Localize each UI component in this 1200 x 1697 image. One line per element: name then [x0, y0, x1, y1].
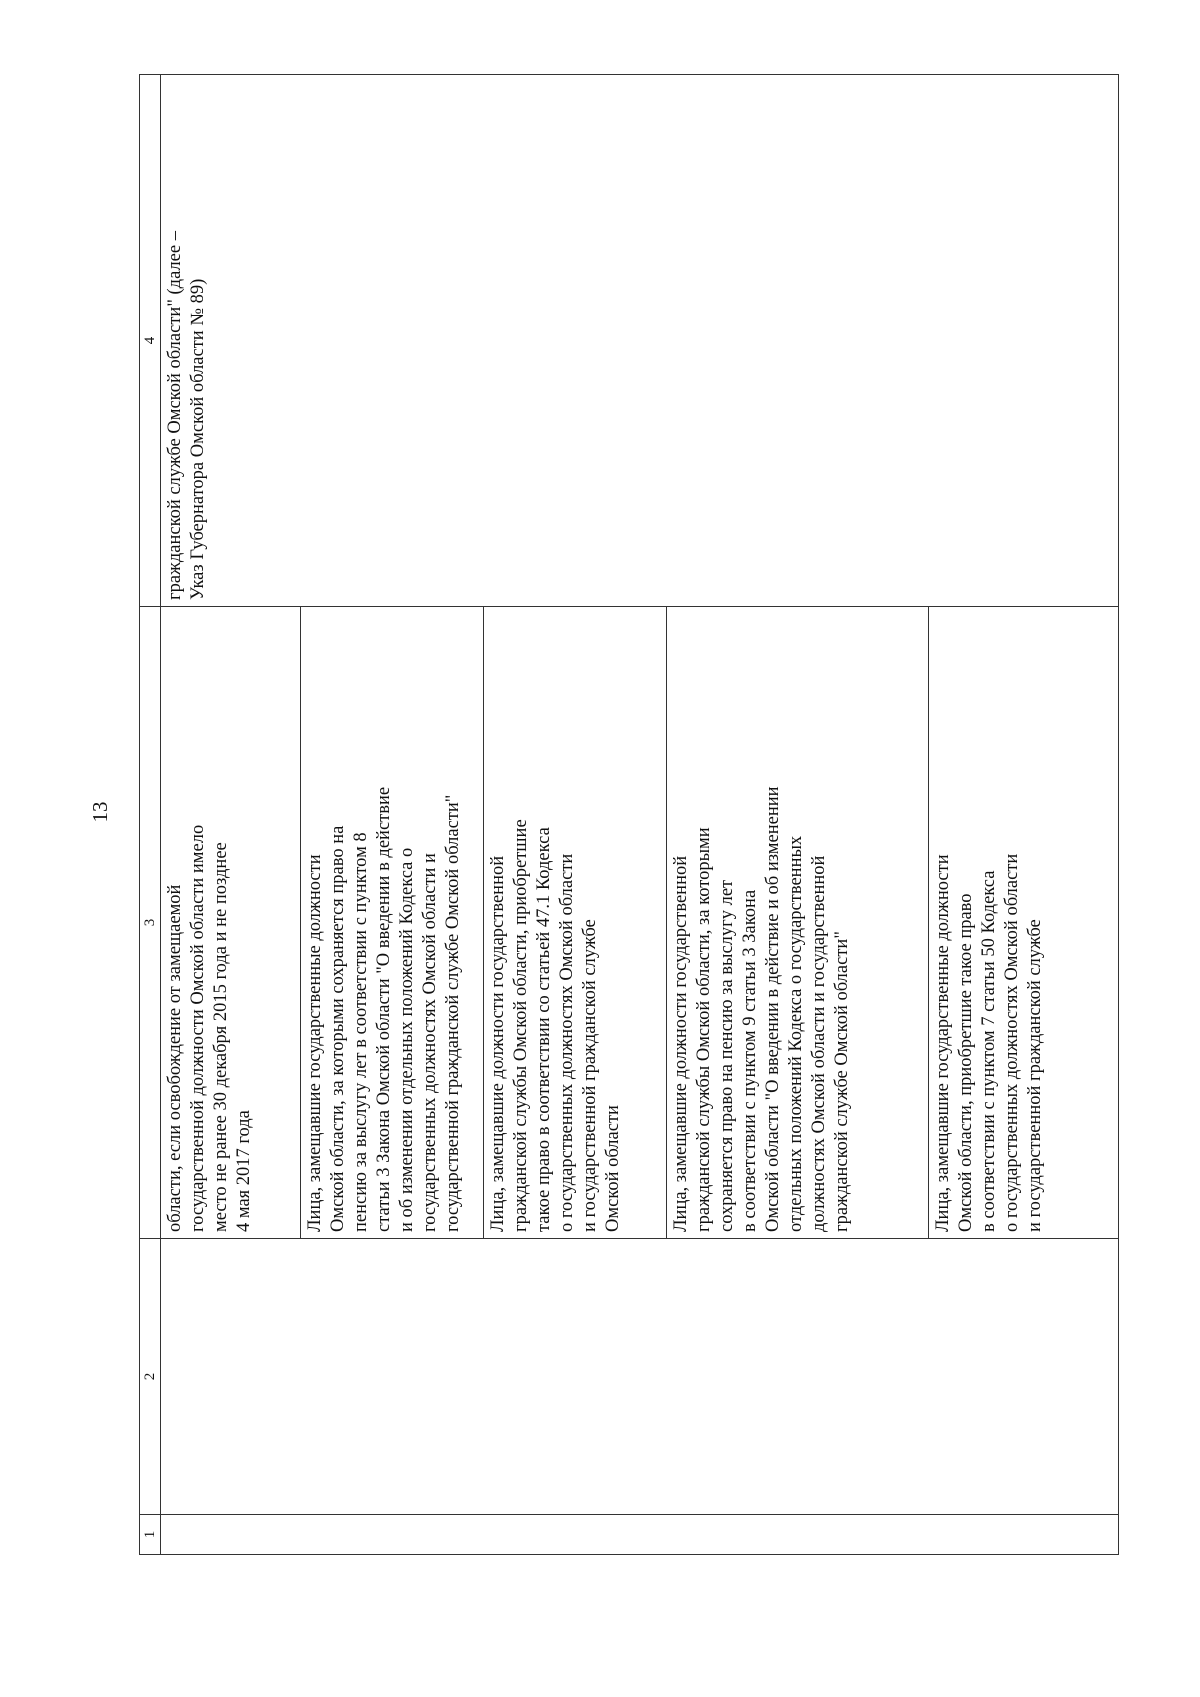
column-3-entry: Лица, замещавшие государственные должности Омской области, приобретшие такое право в соответствии с пунктом 7 статьи 50 Кодекса о государственных должностях Омской области и государственной гражданской службе — [933, 853, 1045, 1232]
column-3-cell — [161, 607, 1119, 1239]
column-header-2: 2 — [140, 1239, 161, 1515]
column-3-entry: Лица, замещавшие государственные должности Омской области, за которыми сохраняется право на пенсию за выслугу лет в соответствии с пунктом 8 статьи 3 Закона Омской области "О введении в действие и об изменении отдельных положений Кодекса о государственных должностях Омской области и государственной гражданской службе Омской области" — [301, 607, 484, 1238]
column-3-entry: Лица, замещавшие должности государственной гражданской службы Омской области, за которыми сохраняется право на пенсию за выслугу лет в соответствии с пунктом 9 статьи 3 Закона Омской области "О введении в действие и об изменении отдельных положений Кодекса о государственных должностях Омской области и государственной гражданской службе Омской области" — [667, 607, 929, 1238]
column-4-text: гражданской службе Омской области" (далее – Указ Губернатора Омской области № 89) — [165, 231, 208, 600]
pension-table — [139, 74, 1119, 1555]
rotated-table-container — [139, 75, 1119, 1555]
page-number: 13 — [88, 801, 112, 823]
column-2-cell — [161, 1239, 1119, 1515]
column-header-1: 1 — [140, 1515, 161, 1555]
table-header-row — [140, 75, 161, 1555]
column-header-4: 4 — [140, 75, 161, 607]
column-1-cell — [161, 1515, 1119, 1555]
table-body-row — [161, 75, 1119, 1555]
column-header-3: 3 — [140, 607, 161, 1239]
column-4-cell — [161, 75, 1119, 607]
column-3-entry: области, если освобождение от замещаемой государственной должности Омской области имело место не ранее 30 декабря 2015 года и не позднее 4 мая 2017 года — [161, 607, 301, 1238]
column-3-entry: Лица, замещавшие должности государственной гражданской службы Омской области, приобретшие такое право в соответствии со статьей 47.1 Кодекса о государственных должностях Омской области и государственной гражданской службе Омской области — [484, 607, 667, 1238]
